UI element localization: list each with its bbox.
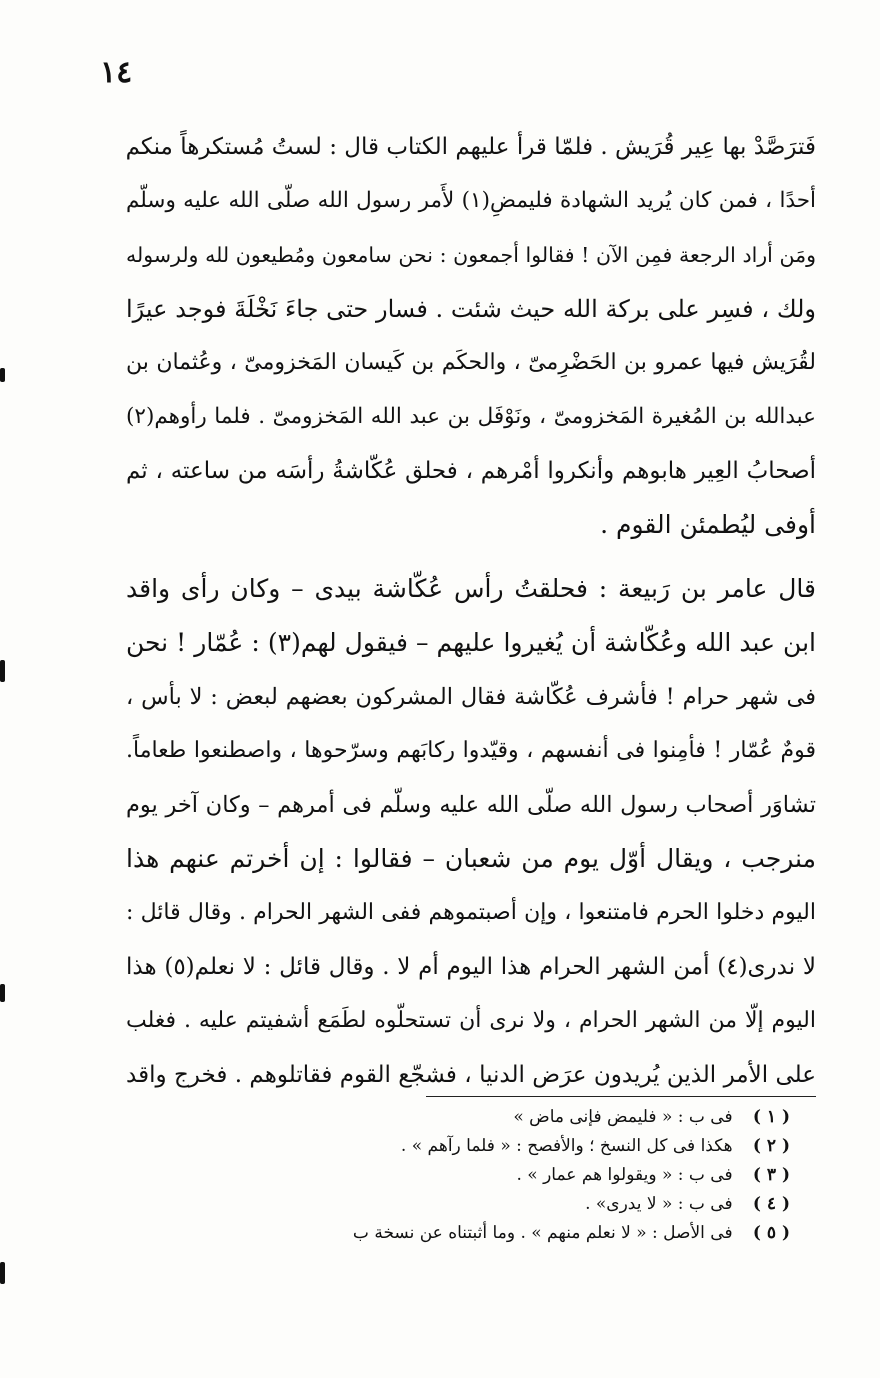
footnote-number: ( ٤ ) <box>752 1194 790 1214</box>
paragraph-1 <box>126 120 816 552</box>
text-line: فَترَصَّدْ بها عِير قُرَيش . فلمّا قرأ عليهم الكتاب قال : لستُ مُستكرهاً منكم <box>126 134 816 160</box>
footnote-3 <box>200 1161 790 1190</box>
text-line: قال عامر بن رَبيعة : فحلقتُ رأس عُكّاشة بيدى – وكان رأى واقد <box>126 574 816 603</box>
footnote-divider <box>426 1096 816 1097</box>
text-line: ولك ، فسِر على بركة الله حيث شئت . فسار حتى جاءَ نَخْلَةَ فوجد عيرًا <box>126 295 816 323</box>
scan-edge-mark <box>0 984 5 1002</box>
footnotes <box>200 1103 790 1248</box>
text-line: أوفى ليُطمئن القوم . <box>600 510 816 539</box>
text-line: أحدًا ، فمن كان يُريد الشهادة فليمضِ(١) لأَمر رسول الله صلّى الله عليه وسلّم <box>126 188 816 213</box>
footnote-number: ( ٣ ) <box>752 1165 790 1185</box>
text-line: على الأمر الذين يُريدون عرَض الدنيا ، فشجّع القوم فقاتلوهم . فخرج واقد <box>126 1062 816 1088</box>
text-line: لا ندرى(٤) أمن الشهر الحرام هذا اليوم أم لا . وقال قائل : لا نعلم(٥) هذا <box>126 954 816 980</box>
text-line: عبدالله بن المُغيرة المَخزومىّ ، ونَوْفَل بن عبد الله المَخزومىّ . فلما رأوهم(٢) <box>126 404 816 429</box>
text-line: منرجب ، ويقال أوّل يوم من شعبان – فقالوا : إن أخرتم عنهم هذا <box>126 844 816 873</box>
text-line: اليوم دخلوا الحرم فامتنعوا ، وإن أصبتموهم ففى الشهر الحرام . وقال قائل : <box>126 900 816 925</box>
text-line: ومَن أراد الرجعة فمِن الآن ! فقالوا أجمعون : نحن سامعون ومُطيعون لله ولرسوله <box>126 243 816 267</box>
text-line: اليوم إلّا من الشهر الحرام ، ولا نرى أن تستحلّوه لطَمَع أشفيتم عليه . فغلب <box>126 1008 816 1033</box>
scan-edge-mark <box>0 1262 5 1284</box>
footnote-text: فى ب : « ويقولوا هم عمار » . <box>516 1165 733 1185</box>
text-line: ابن عبد الله وعُكّاشة أن يُغيروا عليهم – فيقول لهم(٣) : عُمّار ! نحن <box>126 628 816 657</box>
footnote-number: ( ١ ) <box>752 1107 790 1127</box>
footnote-number: ( ٢ ) <box>752 1136 790 1156</box>
footnote-1 <box>200 1103 790 1132</box>
footnote-4 <box>200 1190 790 1219</box>
footnote-text: فى الأصل : « لا نعلم منهم » . وما أثبتناه عن نسخة ب <box>352 1223 733 1243</box>
scan-edge-mark <box>0 660 5 682</box>
footnote-5 <box>200 1219 790 1248</box>
paragraph-2 <box>126 562 816 1102</box>
footnote-2 <box>200 1132 790 1161</box>
text-line: قومٌ عُمّار ! فأمِنوا فى أنفسهم ، وقيّدوا ركابَهم وسرّحوها ، واصطنعوا طعاماً. <box>126 738 816 763</box>
footnote-text: هكذا فى كل النسخ ؛ والأفصح : « فلما رآهم » . <box>400 1136 733 1156</box>
page-number: ١٤ <box>100 55 133 90</box>
footnote-text: فى ب : « لا يدرى» . <box>585 1194 733 1214</box>
footnote-number: ( ٥ ) <box>752 1223 790 1243</box>
text-line: تشاوَر أصحاب رسول الله صلّى الله عليه وسلّم فى أمرهم – وكان آخر يوم <box>126 792 816 818</box>
text-line: لقُرَيش فيها عمرو بن الحَضْرِمىّ ، والحكَم بن كَيسان المَخزومىّ ، وعُثمان بن <box>126 350 816 375</box>
scan-edge-mark <box>0 368 5 382</box>
text-line: فى شهر حرام ! فأشرف عُكّاشة فقال المشركون بعضهم لبعض : لا بأس ، <box>126 684 816 710</box>
footnote-text: فى ب : « فليمض فإنى ماض » <box>513 1107 733 1127</box>
text-line: أصحابُ العِير هابوهم وأنكروا أمْرهم ، فحلق عُكّاشةُ رأسَه من ساعته ، ثم <box>126 458 816 484</box>
